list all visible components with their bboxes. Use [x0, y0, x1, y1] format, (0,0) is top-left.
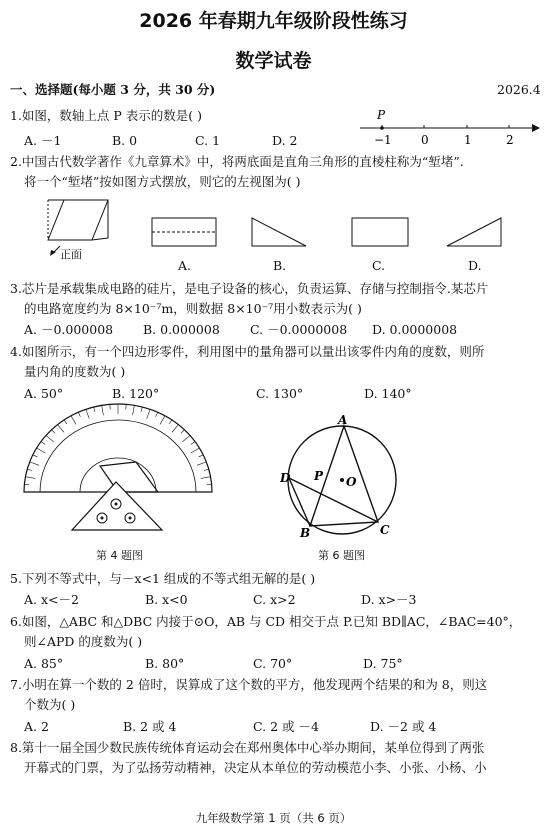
page-title: 2026 年春期九年级阶段性练习: [139, 10, 408, 32]
protractor-tick: [41, 442, 45, 445]
section-heading: 一、选择题(每小题 3 分，共 30 分): [10, 82, 216, 97]
q2-line2: 将一个“堑堵”按如图方式摆放，则它的左视图为( ): [24, 174, 301, 189]
q6-line2: 则∠APD 的度数为( ): [24, 634, 143, 649]
q2-option-b-figure: [250, 214, 310, 250]
label-c: C: [380, 523, 390, 537]
q5-option-d: D. x>－3: [361, 592, 417, 607]
protractor-tick: [197, 462, 206, 465]
page-footer: 九年级数学第 1 页（共 6 页）: [195, 811, 352, 825]
q8-line1: 8.第十一届全国少数民族传统体育运动会在郑州奥体中心举办期间，某单位得到了两张: [10, 740, 485, 755]
q5-stem: 5.下列不等式中，与－x<1 组成的不等式组无解的是( ): [10, 571, 316, 586]
label-d: D: [280, 471, 291, 485]
page-subtitle: 数学试卷: [235, 50, 312, 72]
protractor-tick: [201, 477, 211, 479]
q7-option-c: C. 2 或 －4: [253, 719, 319, 734]
q2-option-a-figure: [150, 214, 220, 250]
point-p-label: P: [377, 108, 386, 122]
q2-option-c-figure: [350, 214, 412, 250]
protractor-tick: [191, 448, 200, 453]
q3-option-d: D. 0.0000008: [372, 322, 458, 337]
q1-option-d: D. 2: [272, 133, 298, 148]
q2-option-d-figure: [445, 214, 505, 250]
protractor-tick: [37, 448, 46, 453]
q4-line2: 量内角的度数为( ): [24, 364, 126, 379]
q1-option-a: A. －1: [24, 133, 62, 148]
label-o: O: [346, 475, 357, 489]
q2-prism-figure: [40, 196, 120, 266]
protractor-tick: [25, 477, 35, 479]
protractor-tick: [64, 420, 67, 424]
protractor-tick: [147, 409, 150, 418]
q4-option-c: C. 130°: [256, 386, 304, 401]
q7-option-b: B. 2 或 4: [123, 719, 177, 734]
q5-option-a: A. x<－2: [24, 592, 79, 607]
protractor-tick: [33, 455, 38, 457]
protractor-tick: [156, 412, 158, 417]
protractor-tick: [172, 425, 178, 433]
q1-stem: 1.如图，数轴上点 P 表示的数是( ): [10, 108, 203, 123]
q6-line1: 6.如图，△ABC 和△DBC 内接于⊙O，AB 与 CD 相交于点 P.已知 BD∥AC，∠BAC=40°，: [10, 614, 522, 629]
q1-number-line: [360, 104, 540, 150]
fig6-caption: 第 6 题图: [318, 549, 365, 562]
protractor-tick: [46, 435, 54, 441]
tick-label: 1: [464, 133, 472, 147]
tick-label: 0: [421, 133, 429, 147]
q6-option-a: A. 85°: [24, 656, 64, 671]
q4-line1: 4.如图所示，有一个四边形零件，利用图中的量角器可以量出该零件内角的度数，则所: [10, 344, 485, 359]
tick-label: 2: [506, 133, 514, 147]
q3-option-b: B. 0.000008: [143, 322, 220, 337]
label-b: B: [300, 526, 311, 540]
triangle-part: [72, 482, 162, 530]
q6-circle-figure: [280, 410, 400, 540]
q3-option-c: C. －0.0000008: [250, 322, 348, 337]
protractor-tick: [27, 469, 32, 470]
q6-option-b: B. 80°: [145, 656, 185, 671]
q3-option-a: A. －0.000008: [24, 322, 114, 337]
q6-option-c: C. 70°: [253, 656, 293, 671]
q1-option-c: C. 1: [195, 133, 221, 148]
label-p: P: [314, 469, 324, 483]
quadrilateral-part: [100, 462, 158, 492]
q6-option-d: D. 75°: [363, 656, 403, 671]
protractor-tick: [181, 430, 185, 434]
protractor-tick: [78, 412, 80, 417]
protractor-tick: [102, 405, 104, 415]
front-label: 正面: [60, 248, 82, 261]
protractor-tick: [58, 425, 64, 433]
q3-line2: 的电路宽度约为 8×10⁻⁷m，则数据 8×10⁻⁷用小数表示为( ): [24, 301, 362, 316]
q4-option-d: D. 140°: [364, 386, 412, 401]
q5-option-c: C. x>2: [253, 592, 296, 607]
q7-option-a: A. 2: [24, 719, 49, 734]
protractor-tick: [94, 407, 95, 412]
protractor-tick: [199, 455, 204, 457]
q7-line2: 个数为( ): [24, 697, 76, 712]
point-p-dot: [380, 126, 384, 130]
fig4-caption: 第 4 题图: [96, 549, 143, 562]
q2-option-b-label: B.: [273, 258, 287, 273]
q4-option-a: A. 50°: [24, 386, 64, 401]
protractor-tick: [133, 405, 135, 415]
q2-option-c-label: C.: [372, 258, 386, 273]
protractor-tick: [169, 420, 172, 424]
q5-option-b: B. x<0: [145, 592, 188, 607]
q4-protractor-figure: [18, 400, 218, 538]
q2-option-d-label: D.: [468, 258, 482, 273]
protractor-tick: [141, 407, 142, 412]
q4-option-b: B. 120°: [112, 386, 160, 401]
protractor-tick: [30, 462, 39, 465]
protractor-tick: [191, 442, 195, 445]
q1-option-b: B. 0: [112, 133, 138, 148]
q2-line1: 2.中国古代数学著作《九章算术》中，将两底面是直角三角形的直棱柱称为“堑堵”.: [10, 154, 464, 169]
protractor-tick: [160, 416, 165, 425]
protractor-tick: [182, 435, 190, 441]
tick-label: −1: [374, 133, 392, 147]
exam-date: 2026.4: [497, 82, 541, 97]
q8-line2: 开幕式的门票，为了弘扬劳动精神，决定从本单位的劳动模范小李、小张、小杨、小: [24, 760, 487, 775]
protractor-tick: [204, 469, 209, 470]
protractor-tick: [86, 409, 89, 418]
label-a: A: [338, 413, 348, 427]
q2-option-a-label: A.: [178, 258, 192, 273]
q3-line1: 3.芯片是承载集成电路的硅片，是电子设备的核心，负责运算、存储与控制指令.某芯片: [10, 281, 489, 296]
q7-option-d: D. －2 或 4: [370, 719, 437, 734]
protractor-tick: [52, 430, 56, 434]
q7-line1: 7.小明在算一个数的 2 倍时，误算成了这个数的平方，他发现两个结果的和为 8，则这: [10, 677, 488, 692]
protractor-tick: [71, 416, 76, 425]
